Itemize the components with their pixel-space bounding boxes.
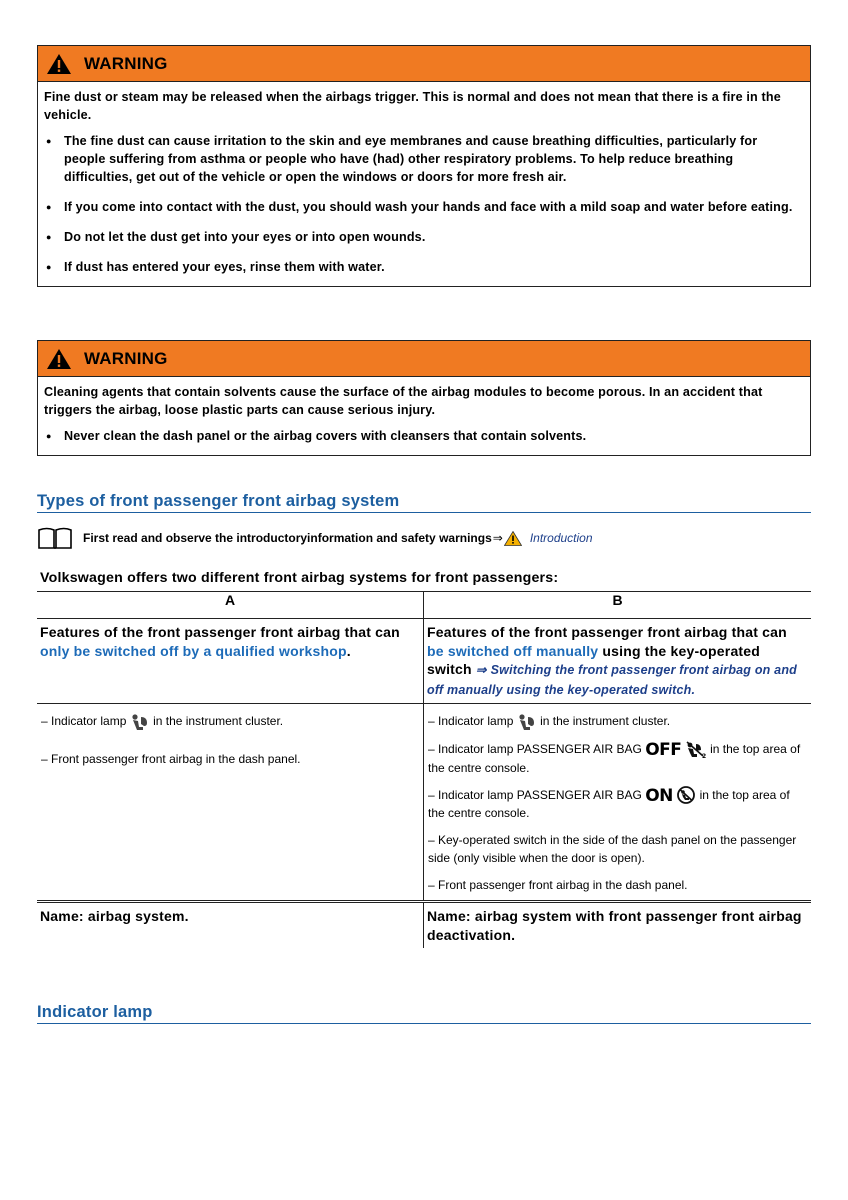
- warning-bullet: ● If you come into contact with the dust, you should wash your hands and face with a mild soap and water before eating.: [44, 198, 802, 216]
- switching-airbag-link[interactable]: Switching the front passenger front airbag on and off manually using the key-operated switch: [427, 663, 797, 697]
- airbag-indicator-icon: [517, 713, 537, 731]
- item-text: – Indicator lamp PASSENGER AIR BAG: [428, 741, 642, 756]
- intro-reference: [37, 524, 811, 552]
- airbag-systems-table: [37, 591, 811, 948]
- warning-body: [38, 377, 810, 455]
- warning-body: [38, 82, 810, 286]
- warning-box-dust: [37, 45, 811, 287]
- warning-triangle-icon: [504, 531, 522, 546]
- warning-box-cleaning: [37, 340, 811, 456]
- features-b-post: .: [691, 682, 696, 697]
- features-b-mid: using the key-operated switch: [427, 642, 761, 677]
- introduction-link[interactable]: Introduction: [529, 531, 593, 545]
- list-item: [424, 786, 811, 823]
- list-item: – Key-operated switch in the side of the dash panel on the passenger side (only visible when the door is open).: [428, 833, 797, 866]
- warning-header: [38, 341, 810, 377]
- features-a-emphasis: only be switched off by a qualified workshop: [40, 642, 347, 659]
- table-header-row: [37, 592, 811, 619]
- lead-text: Volkswagen offers two different front airbag systems for front passengers:: [40, 570, 559, 586]
- item-text: – Indicator lamp: [41, 714, 127, 728]
- warning-triangle-icon: [46, 53, 72, 75]
- features-a-pre: Features of the front passenger front airbag that can: [40, 624, 400, 640]
- column-header-b: B: [424, 592, 812, 619]
- warning-title: WARNING: [84, 348, 168, 368]
- arrow-icon: ⇒: [475, 663, 487, 677]
- features-a-post: .: [346, 642, 351, 659]
- item-text: – Indicator lamp PASSENGER AIR BAG: [428, 787, 642, 802]
- name-cell-b: [424, 902, 812, 949]
- book-icon: [37, 526, 73, 550]
- name-text-a: Name: airbag system.: [40, 908, 189, 925]
- item-text: in the instrument cluster.: [153, 714, 284, 728]
- list-item: – Front passenger front airbag in the dash panel.: [428, 878, 688, 893]
- warning-bullet: ● Never clean the dash panel or the airbag covers with cleansers that contain solvents.: [44, 427, 802, 445]
- section-heading-airbag-types: Types of front passenger front airbag system: [37, 492, 811, 513]
- arrow-icon: ⇒: [492, 531, 503, 545]
- components-cell-a: [37, 704, 424, 902]
- svg-text:2: 2: [701, 752, 706, 759]
- features-text-b: [424, 619, 811, 703]
- item-text: in the top area of the centre console.: [428, 787, 790, 821]
- warning-title: WARNING: [84, 53, 168, 73]
- item-text: in the top area of the centre console.: [428, 741, 801, 775]
- components-cell-b: [424, 704, 812, 902]
- section-heading-indicator-lamp: Indicator lamp: [37, 1003, 811, 1024]
- intro-text: First read and observe the introductoryinformation and safety warnings: [83, 531, 492, 545]
- passenger-airbag-off-icon: [685, 741, 707, 759]
- list-item: [37, 712, 423, 731]
- warning-intro: Fine dust or steam may be released when the airbags trigger. This is normal and does not mean that there is a fire in the vehicle.: [44, 90, 781, 122]
- warning-bullet: ● The fine dust can cause irritation to the skin and eye membranes and cause breathing difficulties, particularly for people suffering from asthma or people who have (had) other respiratory problems. To help reduce breathing difficulties, get out of the vehicle or open the windows or doors for more fresh air.: [44, 132, 802, 186]
- list-item: – Front passenger front airbag in the dash panel.: [41, 751, 301, 766]
- passenger-airbag-on-icon: [676, 786, 696, 804]
- list-item: [424, 712, 811, 731]
- warning-bullet-list: [44, 132, 802, 276]
- name-text-b: Name: airbag system with front passenger front airbag deactivation.: [427, 908, 802, 943]
- table-row-features: [37, 619, 811, 704]
- airbag-indicator-icon: [130, 713, 150, 731]
- name-cell-a: [37, 902, 424, 949]
- table-row-components: [37, 704, 811, 902]
- features-b-pre: Features of the front passenger front airbag that can: [427, 624, 787, 640]
- column-header-a: A: [37, 592, 424, 619]
- warning-header: [38, 46, 810, 82]
- features-cell-a: [37, 619, 424, 704]
- warning-triangle-icon: [46, 348, 72, 370]
- features-text-a: [37, 619, 423, 664]
- airbag-on-icon: ON: [645, 785, 673, 806]
- warning-bullet: ● If dust has entered your eyes, rinse them with water.: [44, 258, 802, 276]
- warning-bullet-list: [44, 427, 802, 445]
- features-cell-b: [424, 619, 812, 704]
- table-row-names: [37, 902, 811, 949]
- features-b-emphasis: be switched off manually: [427, 642, 599, 659]
- warning-intro: Cleaning agents that contain solvents cause the surface of the airbag modules to become porous. In an accident that triggers the airbag, loose plastic parts can cause serious injury.: [44, 385, 763, 417]
- list-item: [424, 740, 811, 777]
- item-text: – Indicator lamp: [428, 714, 514, 728]
- airbag-off-icon: OFF: [645, 739, 682, 760]
- item-text: in the instrument cluster.: [540, 714, 671, 728]
- warning-bullet: ● Do not let the dust get into your eyes or into open wounds.: [44, 228, 802, 246]
